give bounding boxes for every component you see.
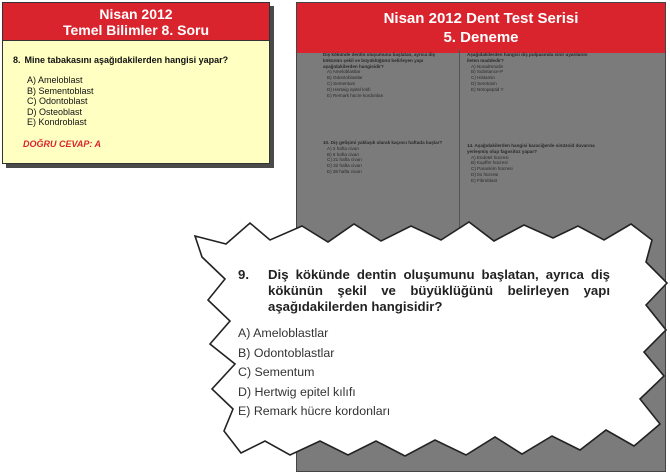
scan-question-text: Aşağıdakilerden hangisi diş pulpasında sinir uyarılarını ileten maddedir? (467, 52, 588, 63)
scan-question-text: Diş kökünde dentin oluşumunu başlatan, ayrıca diş kökünün şekil ve büyüklüğünü belirleyen yapı aşağıdakilerden hangisidir? (323, 52, 436, 69)
scan-option: A) 2 hafta civarı (327, 145, 360, 151)
scan-option: E) Remark hücre kordonları (327, 92, 384, 98)
scan-option: D) Serotonin (471, 80, 497, 86)
scan-option: C) Sementum (327, 80, 356, 86)
scan-option: D) Ito hücresi (471, 171, 499, 177)
left-option-c: C) Odontoblast (27, 96, 88, 106)
zoomed-option-c: C) Sementum (238, 365, 315, 379)
left-card-title-line2: Temel Bilimler 8. Soru (62, 22, 209, 38)
zoomed-option-e: E) Remark hücre kordonları (238, 404, 391, 418)
zoomed-question-stem (238, 267, 610, 315)
zoomed-option-b: B) Odontoblastlar (238, 345, 335, 360)
zoomed-option-d: D) Hertwig epitel kılıfı (238, 384, 356, 399)
left-option-a: A) Ameloblast (27, 75, 83, 85)
scan-option: D) 32 hafta civarı (327, 163, 362, 169)
scan-option: A) Endotel hücresi (471, 154, 509, 160)
scan-option: B) Odontoblastlar (327, 75, 363, 81)
scan-option: E) Fibroblast (471, 177, 498, 183)
scan-option: A) Ameloblastlar (327, 69, 361, 75)
scan-option: A) Noradrenalin (471, 63, 504, 69)
scan-option: C) Parankim hücresi (471, 166, 513, 172)
zoomed-option-a: A) Ameloblastlar (238, 326, 329, 340)
scan-option: B) Substance-P (471, 69, 504, 75)
left-question-number: 8. (13, 55, 21, 65)
scan-option: C) Histamin (471, 75, 495, 81)
correct-answer: DOĞRU CEVAP: A (23, 139, 102, 149)
left-option-e: E) Kondroblast (27, 117, 87, 127)
scan-option: D) Hertwig epitel kılıfı (327, 86, 371, 92)
zoomed-question-text: Diş kökünde dentin oluşumunu başlatan, ayrıca diş kökünün şekil ve büyüklüğünü belirleyen yapı aşağıdakilerden hangisidir? (268, 267, 610, 314)
right-page-title-line2: 5. Deneme (443, 29, 519, 46)
scan-option: E) 38 hafta civarı (327, 168, 362, 174)
left-option-d: D) Osteoblast (27, 106, 83, 117)
scan-option: B) 6 hafta civarı (327, 151, 360, 157)
scan-question-text: 14. Aşağıdakilerden hangisi karaciğerde sinüzoid duvarına yerleşmiş olup fagositoz yapar? (467, 143, 595, 154)
zoomed-question (238, 267, 610, 422)
left-card-title-line1: Nisan 2012 (99, 6, 173, 22)
right-page-title-line1: Nisan 2012 Dent Test Serisi (383, 10, 579, 27)
zoomed-options-list (238, 324, 610, 422)
scan-option: E) Nöropeptid Y (471, 86, 504, 92)
scan-option: B) Kupffer hücresi (471, 160, 508, 166)
scan-question-text: 10. Diş gelişimi yaklaşık olarak kaçıncı haftada başlar? (323, 140, 443, 145)
scan-option: C) 21 hafta civarı (327, 157, 362, 163)
left-question-text: Mine tabakasını aşağıdakilerden hangisi yapar? (24, 55, 229, 65)
zoomed-question-number: 9. (238, 267, 249, 282)
left-option-b: B) Sementoblast (27, 85, 94, 96)
